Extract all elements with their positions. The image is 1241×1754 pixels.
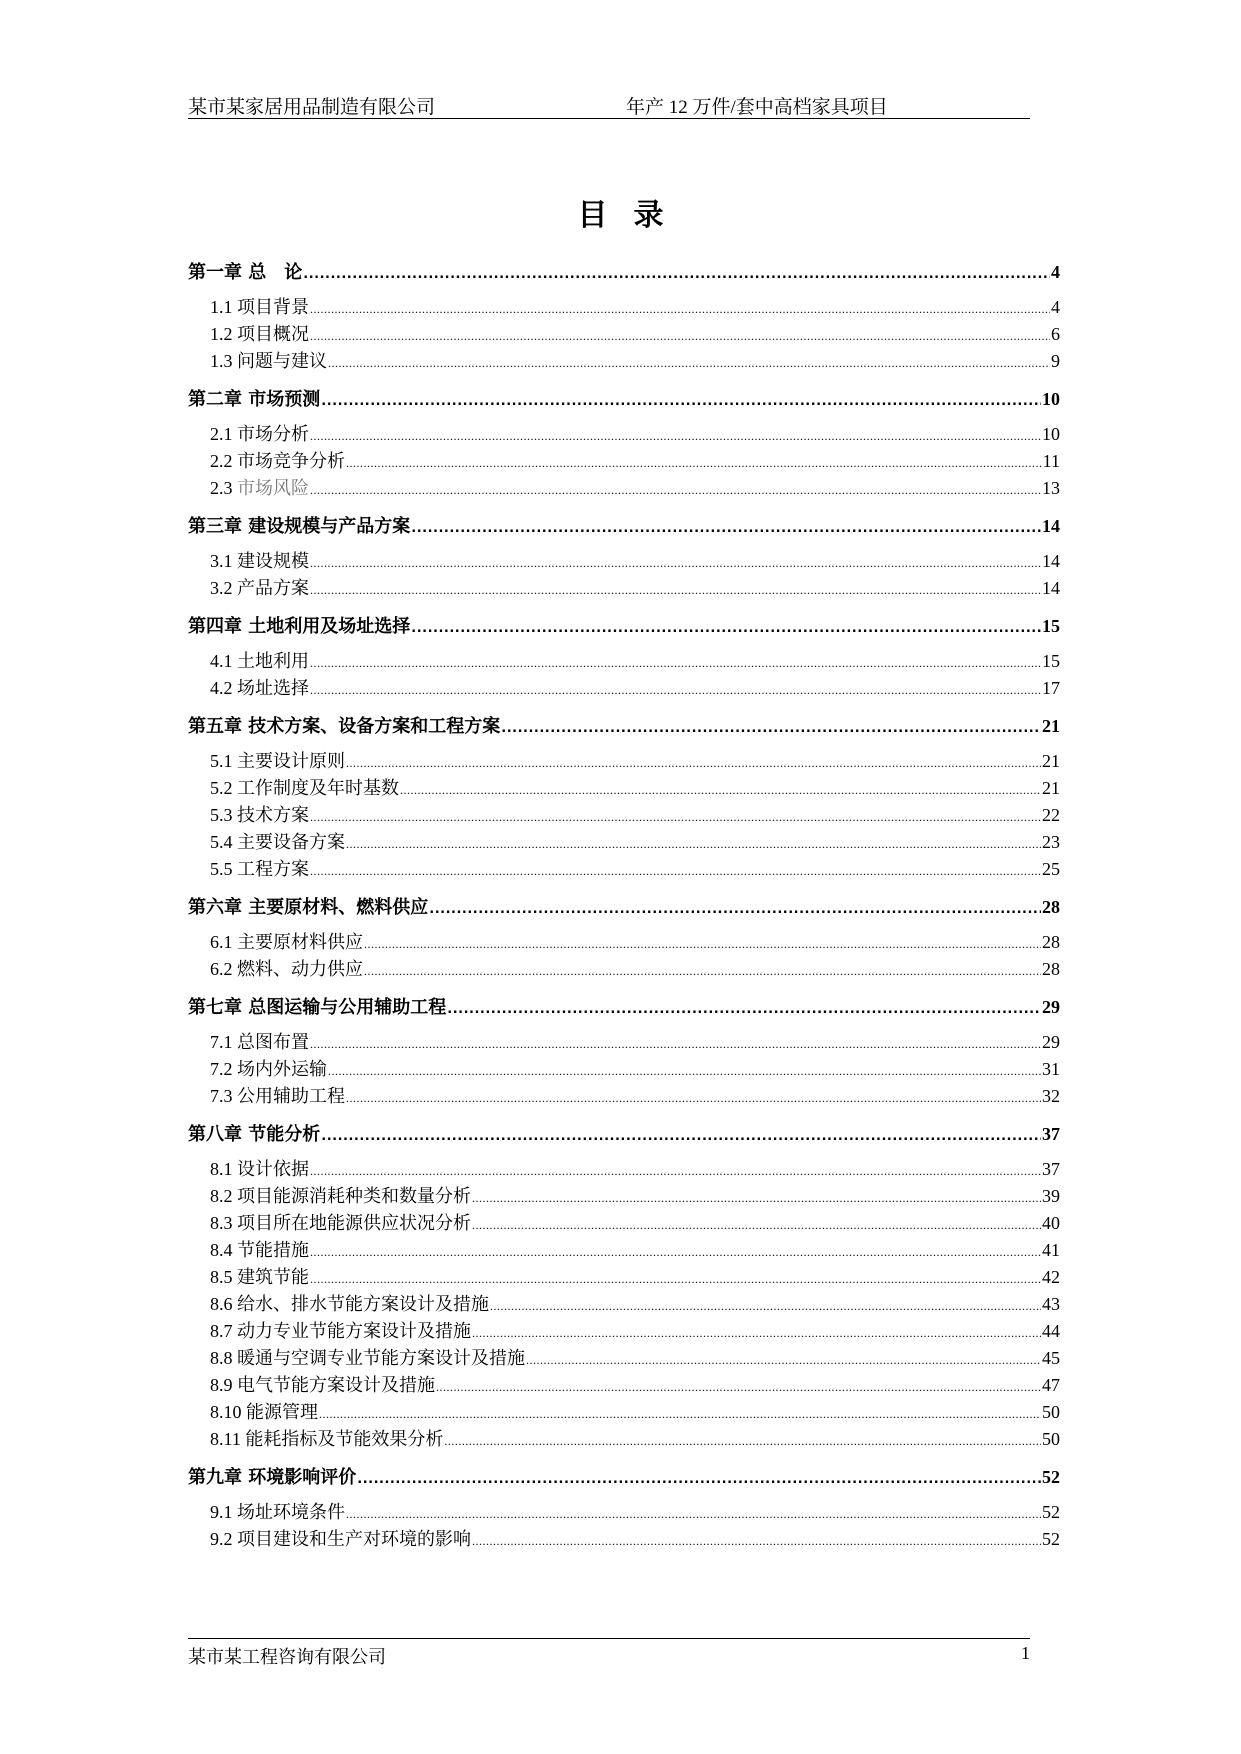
toc-chapter-label: 第二章 市场预测 [188, 389, 321, 410]
toc-section-number: 7.1 [210, 1032, 233, 1052]
dot-leader [310, 477, 1041, 504]
toc-section-label [210, 1210, 471, 1237]
toc-section-number: 8.11 [210, 1429, 241, 1449]
dot-leader [364, 958, 1041, 985]
toc-chapter-entry[interactable] [188, 894, 1060, 920]
toc-chapter-label: 第五章 技术方案、设备方案和工程方案 [188, 716, 501, 737]
toc-section-number: 5.1 [210, 751, 233, 771]
toc-section-entry[interactable] [188, 575, 1060, 602]
toc-section-entry[interactable] [188, 1291, 1060, 1318]
toc-section-text: 项目能源消耗种类和数量分析 [237, 1186, 471, 1206]
toc-page-number: 21 [1042, 716, 1060, 736]
toc-section-entry[interactable] [188, 1210, 1060, 1237]
page-footer [188, 1638, 1030, 1667]
dot-leader [310, 1158, 1041, 1185]
toc-page-number: 39 [1042, 1186, 1060, 1206]
toc-section-text: 技术方案 [237, 805, 309, 825]
toc-section-text: 项目所在地能源供应状况分析 [237, 1213, 471, 1233]
toc-chapter-entry[interactable] [188, 994, 1060, 1020]
toc-section-label [210, 421, 309, 448]
toc-section-entry[interactable] [188, 856, 1060, 883]
toc-page-number: 21 [1042, 751, 1060, 771]
toc-section-number: 5.3 [210, 805, 233, 825]
toc-section-number: 3.2 [210, 578, 233, 598]
toc-section-number: 8.5 [210, 1267, 233, 1287]
toc-section-entry[interactable] [188, 748, 1060, 775]
toc-section-number: 2.2 [210, 451, 233, 471]
toc-page-number: 17 [1042, 678, 1060, 698]
toc-section-text: 项目概况 [237, 324, 309, 344]
toc-section-label [210, 1237, 309, 1264]
toc-section-text: 工作制度及年时基数 [237, 778, 399, 798]
toc-chapter-entry[interactable] [188, 386, 1060, 412]
toc-section-entry[interactable] [188, 1399, 1060, 1426]
toc-section-label [210, 1183, 471, 1210]
toc-section-number: 7.2 [210, 1059, 233, 1079]
toc-section-text: 建设规模 [237, 551, 309, 571]
toc-section-number: 1.2 [210, 324, 233, 344]
toc-section-entry[interactable] [188, 321, 1060, 348]
toc-section-entry[interactable] [188, 1426, 1060, 1453]
dot-leader [321, 389, 1041, 415]
toc-section-entry[interactable] [188, 1156, 1060, 1183]
toc-section-entry[interactable] [188, 1526, 1060, 1553]
toc-section-label [210, 548, 309, 575]
toc-section-label [210, 575, 309, 602]
toc-page-number: 28 [1042, 897, 1060, 917]
toc-section-label [210, 829, 345, 856]
toc-section-label [210, 775, 399, 802]
dot-leader [411, 616, 1041, 642]
dot-leader [472, 1185, 1041, 1212]
toc-page-number: 44 [1042, 1321, 1060, 1341]
toc-page-number: 22 [1042, 805, 1060, 825]
toc-section-label [210, 1083, 345, 1110]
toc-section-number: 3.1 [210, 551, 233, 571]
dot-leader [310, 577, 1041, 604]
toc-section-text: 能耗指标及节能效果分析 [245, 1429, 444, 1449]
page-header [188, 90, 1030, 119]
toc-section-label [210, 1399, 318, 1426]
toc-section-label [210, 448, 345, 475]
toc-section-number: 1.1 [210, 297, 233, 317]
toc-section-number: 2.1 [210, 424, 233, 444]
toc-section-entry[interactable] [188, 1083, 1060, 1110]
toc-page-number: 6 [1051, 324, 1060, 344]
toc-page-number: 52 [1042, 1529, 1060, 1549]
dot-leader [357, 1467, 1041, 1493]
toc-page-number: 14 [1042, 516, 1060, 536]
toc-page-number: 29 [1042, 997, 1060, 1017]
toc-section-number: 4.2 [210, 678, 233, 698]
toc-section-number: 8.9 [210, 1375, 233, 1395]
dot-leader [310, 677, 1041, 704]
toc-section-text: 场址环境条件 [237, 1502, 345, 1522]
toc-page-number: 40 [1042, 1213, 1060, 1233]
toc-section-label [210, 1345, 525, 1372]
toc-section-label [210, 802, 309, 829]
toc-section-number: 9.1 [210, 1502, 233, 1522]
toc-section-entry[interactable] [188, 829, 1060, 856]
toc-section-number: 8.3 [210, 1213, 233, 1233]
toc-section-number: 8.10 [210, 1402, 242, 1422]
toc-page-number: 32 [1042, 1086, 1060, 1106]
toc-section-entry[interactable] [188, 1237, 1060, 1264]
toc-section-text: 总图布置 [237, 1032, 309, 1052]
header-project: 年产 12 万件/套中高档家具项目 [626, 97, 888, 118]
dot-leader [436, 1374, 1041, 1401]
dot-leader [310, 804, 1041, 831]
dot-leader [310, 550, 1041, 577]
toc-page-number: 15 [1042, 616, 1060, 636]
dot-leader [472, 1528, 1041, 1555]
toc-section-text: 主要设备方案 [237, 832, 345, 852]
toc-section-label [210, 475, 309, 502]
toc-page-number: 10 [1042, 389, 1060, 409]
toc-page-number: 29 [1042, 1032, 1060, 1052]
toc-section-text: 燃料、动力供应 [237, 959, 363, 979]
dot-leader [472, 1320, 1041, 1347]
toc-section-number: 6.2 [210, 959, 233, 979]
toc-section-entry[interactable] [188, 475, 1060, 502]
toc-page-number: 37 [1042, 1124, 1060, 1144]
toc-page-number: 47 [1042, 1375, 1060, 1395]
toc-section-label [210, 675, 309, 702]
dot-leader [346, 450, 1042, 477]
dot-leader [310, 650, 1041, 677]
toc-section-number: 8.7 [210, 1321, 233, 1341]
toc-section-number: 5.4 [210, 832, 233, 852]
toc-section-label [210, 321, 309, 348]
toc-chapter-entry[interactable] [188, 1121, 1060, 1147]
toc-page-number: 15 [1042, 651, 1060, 671]
toc-page-number: 4 [1051, 262, 1060, 282]
toc-page-number: 14 [1042, 551, 1060, 571]
footer-company: 某市某工程咨询有限公司 [188, 1647, 386, 1667]
dot-leader [310, 323, 1050, 350]
toc-section-number: 8.8 [210, 1348, 233, 1368]
toc-section-entry[interactable] [188, 421, 1060, 448]
toc-section-number: 4.1 [210, 651, 233, 671]
dot-leader [346, 1085, 1041, 1112]
toc-chapter-entry[interactable] [188, 613, 1060, 639]
toc-section-entry[interactable] [188, 1318, 1060, 1345]
toc-chapter-label: 第六章 主要原材料、燃料供应 [188, 897, 429, 918]
toc-section-number: 8.1 [210, 1159, 233, 1179]
toc-section-label [210, 1264, 309, 1291]
toc-section-entry[interactable] [188, 294, 1060, 321]
toc-section-number: 2.3 [210, 478, 233, 498]
toc-page-number: 13 [1042, 478, 1060, 498]
toc-section-number: 8.4 [210, 1240, 233, 1260]
toc-page-number: 52 [1042, 1467, 1060, 1487]
toc-page-number: 25 [1042, 859, 1060, 879]
dot-leader [501, 716, 1041, 742]
toc-section-label [210, 1499, 345, 1526]
toc-section-entry[interactable] [188, 648, 1060, 675]
dot-leader [346, 831, 1041, 858]
toc-section-entry[interactable] [188, 1183, 1060, 1210]
dot-leader [472, 1212, 1041, 1239]
toc-section-text: 给水、排水节能方案设计及措施 [237, 1294, 489, 1314]
toc-section-entry[interactable] [188, 448, 1060, 475]
dot-leader [490, 1293, 1041, 1320]
toc-section-label [210, 1372, 435, 1399]
toc-section-number: 5.2 [210, 778, 233, 798]
toc-section-text: 建筑节能 [237, 1267, 309, 1287]
dot-leader [328, 350, 1050, 377]
toc-section-label [210, 348, 327, 375]
toc-chapter-label: 第三章 建设规模与产品方案 [188, 516, 411, 537]
toc-section-label [210, 748, 345, 775]
toc-section-entry[interactable] [188, 1264, 1060, 1291]
toc-section-entry[interactable] [188, 1029, 1060, 1056]
toc-section-text: 主要原材料供应 [237, 932, 363, 952]
toc-page-number: 50 [1042, 1402, 1060, 1422]
toc-title: 目录 [577, 198, 690, 233]
dot-leader [346, 1501, 1041, 1528]
footer-page-number: 1 [1021, 1643, 1030, 1663]
toc-page-number: 50 [1042, 1429, 1060, 1449]
toc-section-text: 场内外运输 [237, 1059, 327, 1079]
toc-chapter-entry[interactable] [188, 259, 1060, 285]
toc-section-entry[interactable] [188, 348, 1060, 375]
toc-section-number: 5.5 [210, 859, 233, 879]
toc-section-label [210, 1526, 471, 1553]
toc-page-number: 41 [1042, 1240, 1060, 1260]
toc-section-text: 工程方案 [237, 859, 309, 879]
toc-section-text: 公用辅助工程 [237, 1086, 345, 1106]
dot-leader [526, 1347, 1041, 1374]
toc-section-text: 产品方案 [237, 578, 309, 598]
header-company: 某市某家居用品制造有限公司 [188, 97, 436, 118]
toc-chapter-label: 第八章 节能分析 [188, 1124, 321, 1145]
dot-leader [411, 516, 1041, 542]
toc-chapter-label: 第七章 总图运输与公用辅助工程 [188, 997, 447, 1018]
toc-chapter-entry[interactable] [188, 513, 1060, 539]
dot-leader [444, 1428, 1041, 1455]
toc-section-label [210, 1056, 327, 1083]
dot-leader [310, 1239, 1041, 1266]
toc-page-number: 9 [1051, 351, 1060, 371]
toc-section-number: 8.6 [210, 1294, 233, 1314]
toc-page-number: 37 [1042, 1159, 1060, 1179]
toc-section-entry[interactable] [188, 802, 1060, 829]
dot-leader [346, 750, 1041, 777]
toc-page-number: 52 [1042, 1502, 1060, 1522]
dot-leader [310, 858, 1041, 885]
toc-section-label [210, 929, 363, 956]
toc-section-label [210, 1156, 309, 1183]
toc-section-entry[interactable] [188, 675, 1060, 702]
toc-section-label [210, 648, 309, 675]
toc-section-label [210, 294, 309, 321]
toc-section-text: 土地利用 [237, 651, 309, 671]
toc-section-entry[interactable] [188, 1499, 1060, 1526]
toc-section-number: 6.1 [210, 932, 233, 952]
toc-page-number: 10 [1042, 424, 1060, 444]
toc-section-text: 能源管理 [246, 1402, 318, 1422]
toc-section-text: 市场风险 [237, 478, 309, 498]
toc-section-entry[interactable] [188, 1372, 1060, 1399]
toc-page-number: 14 [1042, 578, 1060, 598]
toc-section-label [210, 1318, 471, 1345]
toc-section-text: 项目背景 [237, 297, 309, 317]
toc-page-number: 23 [1042, 832, 1060, 852]
toc-chapter-label: 第四章 土地利用及场址选择 [188, 616, 411, 637]
toc-section-text: 节能措施 [237, 1240, 309, 1260]
toc-chapter-label: 第九章 环境影响评价 [188, 1467, 357, 1488]
dot-leader [319, 1401, 1041, 1428]
toc-page-number: 11 [1042, 451, 1060, 471]
toc-section-text: 暖通与空调专业节能方案设计及措施 [237, 1348, 525, 1368]
toc-section-label [210, 1291, 489, 1318]
toc-section-text: 主要设计原则 [237, 751, 345, 771]
dot-leader [310, 1266, 1041, 1293]
toc-page-number: 31 [1042, 1059, 1060, 1079]
dot-leader [364, 931, 1041, 958]
toc-section-text: 问题与建议 [237, 351, 327, 371]
toc-section-text: 设计依据 [237, 1159, 309, 1179]
toc-section-text: 项目建设和生产对环境的影响 [237, 1529, 471, 1549]
toc-chapter-entry[interactable] [188, 713, 1060, 739]
toc-page-number: 28 [1042, 959, 1060, 979]
toc-section-number: 1.3 [210, 351, 233, 371]
toc-section-label [210, 1029, 309, 1056]
toc-section-text: 市场竞争分析 [237, 451, 345, 471]
toc-section-entry[interactable] [188, 956, 1060, 983]
dot-leader [321, 1124, 1041, 1150]
toc-section-text: 动力专业节能方案设计及措施 [237, 1321, 471, 1341]
toc-chapter-label: 第一章 总 论 [188, 262, 303, 283]
toc-section-number: 7.3 [210, 1086, 233, 1106]
toc-page-number: 45 [1042, 1348, 1060, 1368]
dot-leader [303, 262, 1050, 288]
dot-leader [328, 1058, 1041, 1085]
dot-leader [310, 1031, 1041, 1058]
toc-section-number: 9.2 [210, 1529, 233, 1549]
toc-section-label [210, 956, 363, 983]
dot-leader [400, 777, 1041, 804]
table-of-contents [188, 248, 1060, 1553]
toc-page-number: 28 [1042, 932, 1060, 952]
dot-leader [429, 897, 1041, 923]
dot-leader [447, 997, 1041, 1023]
toc-section-entry[interactable] [188, 1056, 1060, 1083]
toc-section-text: 场址选择 [237, 678, 309, 698]
dot-leader [310, 423, 1041, 450]
toc-section-label [210, 856, 309, 883]
toc-page-number: 43 [1042, 1294, 1060, 1314]
toc-section-entry[interactable] [188, 929, 1060, 956]
toc-section-label [210, 1426, 443, 1453]
toc-section-entry[interactable] [188, 1345, 1060, 1372]
toc-chapter-entry[interactable] [188, 1464, 1060, 1490]
toc-page-number: 4 [1051, 297, 1060, 317]
toc-section-number: 8.2 [210, 1186, 233, 1206]
toc-section-text: 市场分析 [237, 424, 309, 444]
dot-leader [310, 296, 1050, 323]
toc-section-entry[interactable] [188, 548, 1060, 575]
toc-section-entry[interactable] [188, 775, 1060, 802]
toc-page-number: 42 [1042, 1267, 1060, 1287]
toc-section-text: 电气节能方案设计及措施 [237, 1375, 435, 1395]
toc-page-number: 21 [1042, 778, 1060, 798]
